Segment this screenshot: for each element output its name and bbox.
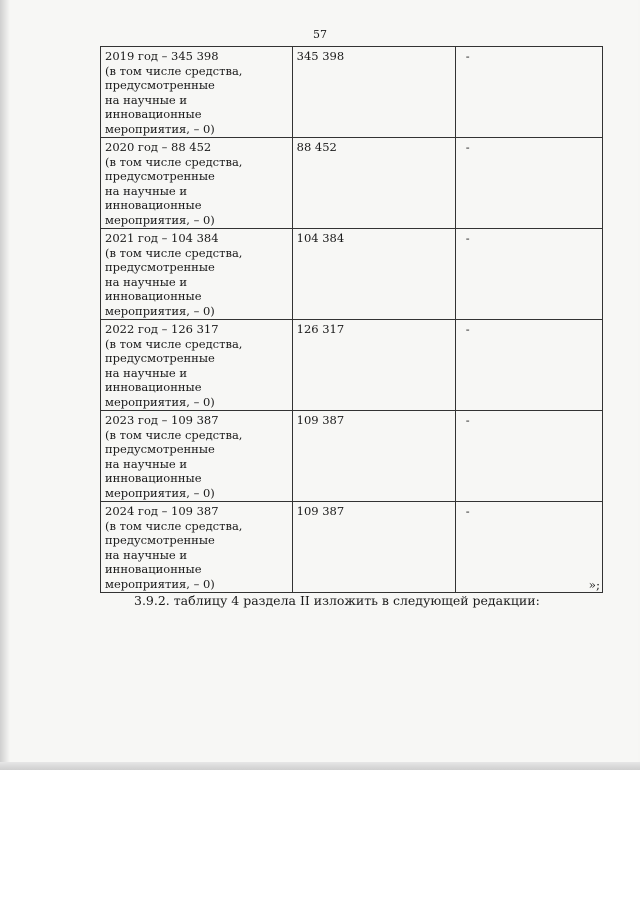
note-line: на научные и	[105, 365, 188, 380]
amount-cell: 109 387	[292, 502, 455, 593]
year-line: 2024 год – 109 387	[105, 504, 219, 518]
note-line: предусмотренные	[105, 351, 215, 365]
amount-cell: 126 317	[292, 320, 455, 411]
year-cell	[101, 229, 293, 320]
note-line: (в том числе средства,	[105, 245, 243, 260]
year-line: 2019 год – 345 398	[105, 49, 219, 63]
year-line: 2022 год – 126 317	[105, 322, 219, 336]
table-row	[101, 411, 603, 502]
note-line: мероприятия, – 0)	[105, 212, 215, 227]
note-line: (в том числе средства,	[105, 336, 243, 351]
page-number: 57	[313, 28, 327, 41]
note-line: предусмотренные	[105, 533, 215, 547]
amount-cell: 345 398	[292, 47, 455, 138]
note-line: (в том числе средства,	[105, 427, 243, 442]
note-line: (в том числе средства,	[105, 63, 243, 78]
note-line: мероприятия, – 0)	[105, 303, 215, 318]
year-cell	[101, 502, 293, 593]
scan-bottom-edge	[0, 762, 640, 770]
note-line: предусмотренные	[105, 169, 215, 183]
year-line: 2023 год – 109 387	[105, 413, 219, 427]
note-line: инновационные	[105, 471, 202, 485]
note-line: предусмотренные	[105, 78, 215, 92]
table-row	[101, 502, 603, 593]
table-row	[101, 47, 603, 138]
instruction-text: 3.9.2. таблицу 4 раздела II изложить в следующей редакции:	[134, 593, 540, 608]
note-line: (в том числе средства,	[105, 154, 243, 169]
note-line: мероприятия, – 0)	[105, 485, 215, 500]
dash-cell: -	[455, 138, 602, 229]
note-line: (в том числе средства,	[105, 518, 243, 533]
year-line: 2021 год – 104 384	[105, 231, 219, 245]
note-line: предусмотренные	[105, 260, 215, 274]
note-line: инновационные	[105, 289, 202, 303]
note-line: на научные и	[105, 547, 188, 562]
year-cell	[101, 47, 293, 138]
year-cell	[101, 320, 293, 411]
note-line: на научные и	[105, 456, 188, 471]
amount-cell: 88 452	[292, 138, 455, 229]
note-line: мероприятия, – 0)	[105, 394, 215, 409]
note-line: инновационные	[105, 380, 202, 394]
dash-cell: -	[455, 502, 602, 593]
note-line: инновационные	[105, 198, 202, 212]
year-line: 2020 год – 88 452	[105, 140, 212, 154]
table-row	[101, 229, 603, 320]
note-line: на научные и	[105, 92, 188, 107]
scan-left-edge	[0, 0, 10, 770]
year-cell	[101, 411, 293, 502]
dash-cell: -	[455, 47, 602, 138]
year-cell	[101, 138, 293, 229]
note-line: предусмотренные	[105, 442, 215, 456]
closing-quote: »;	[588, 578, 600, 592]
table-row	[101, 138, 603, 229]
note-line: инновационные	[105, 107, 202, 121]
amount-cell: 109 387	[292, 411, 455, 502]
amount-cell: 104 384	[292, 229, 455, 320]
note-line: мероприятия, – 0)	[105, 576, 215, 591]
table-row	[101, 320, 603, 411]
dash-cell: -	[455, 411, 602, 502]
dash-cell: -	[455, 320, 602, 411]
note-line: на научные и	[105, 274, 188, 289]
dash-cell: -	[455, 229, 602, 320]
funding-table	[100, 46, 603, 593]
note-line: мероприятия, – 0)	[105, 121, 215, 136]
note-line: инновационные	[105, 562, 202, 576]
note-line: на научные и	[105, 183, 188, 198]
